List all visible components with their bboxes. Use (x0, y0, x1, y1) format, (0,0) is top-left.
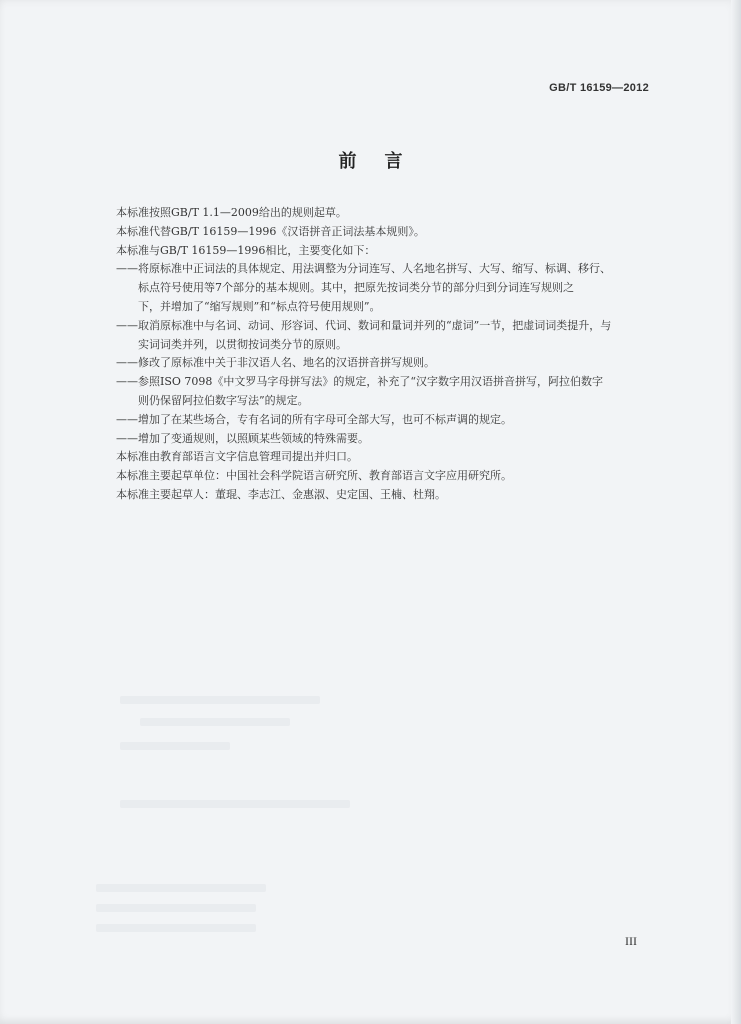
change-line: 将原标准中正词法的具体规定、用法调整为分词连写、人名地名拼写、大写、缩写、标调、移行、 (138, 262, 611, 276)
bleed-through-mark (140, 718, 290, 726)
dash-marker: —— (116, 262, 138, 276)
paragraph-drafting-units: 本标准主要起草单位：中国社会科学院语言研究所、教育部语言文字应用研究所。 (116, 469, 512, 483)
bleed-through-mark (120, 800, 350, 808)
change-line: 增加了变通规则，以照顾某些领域的特殊需要。 (138, 431, 369, 445)
change-item (116, 354, 661, 373)
change-line: 修改了原标准中关于非汉语人名、地名的汉语拼音拼写规则。 (138, 356, 435, 370)
paragraph-replaces: 本标准代替GB/T 16159—1996《汉语拼音正词法基本规则》。 (116, 224, 425, 238)
change-item (116, 317, 661, 355)
change-line: 则仍保留阿拉伯数字写法”的规定。 (138, 393, 309, 407)
change-item-text (138, 373, 661, 411)
dash-marker: —— (116, 375, 138, 389)
paragraph-changes-intro: 本标准与GB/T 16159—1996相比，主要变化如下： (116, 243, 376, 257)
dash-marker: —— (116, 318, 138, 332)
change-item (116, 260, 661, 316)
change-line: 取消原标准中与名词、动词、形容词、代词、数词和量词并列的“虚词”一节，把虚词词类提升，与 (138, 318, 612, 332)
page-number: III (625, 934, 637, 948)
dash-marker: —— (116, 431, 138, 445)
change-item-text (138, 260, 661, 316)
change-line: 增加了在某些场合，专有名词的所有字母可全部大写，也可不标声调的规定。 (138, 412, 512, 426)
paragraph-drafters: 本标准主要起草人：董琨、李志江、金惠淑、史定国、王楠、杜翔。 (116, 487, 446, 501)
change-item-text (138, 430, 661, 449)
bleed-through-mark (120, 742, 230, 750)
change-item-text (138, 411, 661, 430)
change-line: 下，并增加了“缩写规则”和“标点符号使用规则”。 (138, 299, 381, 313)
bleed-through-mark (96, 904, 256, 912)
change-line: 参照ISO 7098《中文罗马字母拼写法》的规定，补充了“汉字数字用汉语拼音拼写，阿拉伯数字 (138, 375, 604, 389)
dash-marker: —— (116, 356, 138, 370)
bleed-through-mark (96, 924, 256, 932)
change-line: 标点符号使用等7个部分的基本规则。其中，把原先按词类分节的部分归到分词连写规则之 (138, 281, 574, 295)
foreword-body (116, 204, 661, 505)
page-title: 前言 (338, 151, 431, 172)
change-item (116, 411, 661, 430)
paragraph-drafting-rules: 本标准按照GB/T 1.1—2009给出的规则起草。 (116, 206, 347, 219)
change-item-text (138, 317, 661, 355)
bleed-through-mark (96, 884, 266, 892)
change-item (116, 373, 661, 411)
change-item-text (138, 354, 661, 373)
paragraph-responsible-body: 本标准由教育部语言文字信息管理司提出并归口。 (116, 450, 358, 464)
standard-code: GB/T 16159—2012 (549, 82, 649, 94)
change-item (116, 430, 661, 449)
change-line: 实词词类并列，以贯彻按词类分节的原则。 (138, 337, 347, 351)
dash-marker: —— (116, 412, 138, 426)
bleed-through-mark (120, 696, 320, 704)
